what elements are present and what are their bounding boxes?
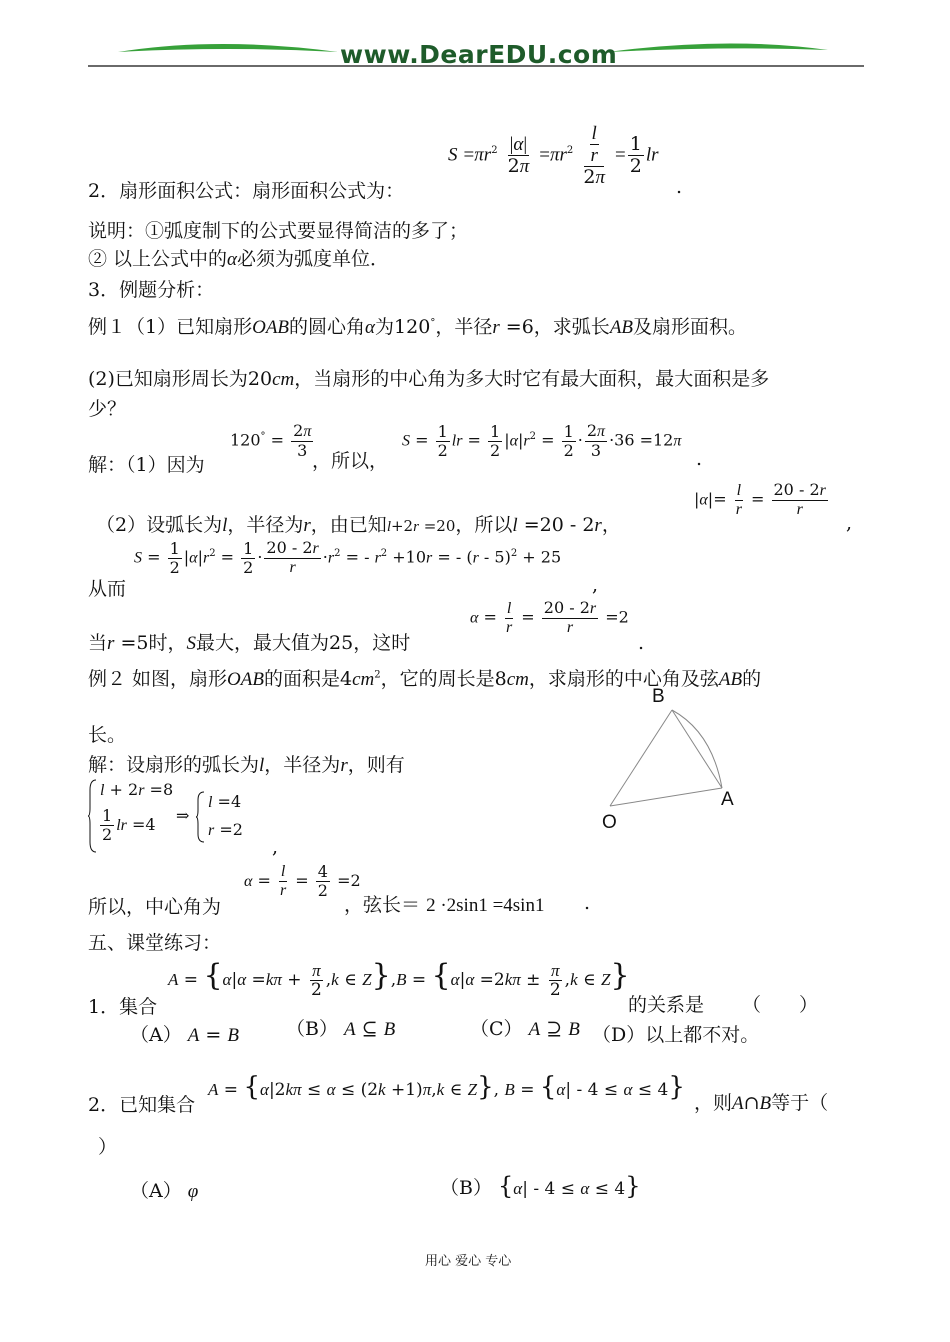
- practice-2-choice-b: （B） {α| - 4 ≤ α ≤ 4}: [440, 1172, 641, 1200]
- practice-1-blank: （ ）: [742, 994, 819, 1016]
- solution-2-line-2-label: 从而: [88, 578, 127, 600]
- practice-1-choice-a: （A） A = B: [130, 1024, 239, 1046]
- practice-1-relation: 的关系是: [628, 994, 705, 1016]
- practice-1-choice-c: （C） A ⊇ B: [470, 1018, 580, 1040]
- practice-1-choice-d: （D）以上都不对。: [592, 1024, 760, 1046]
- note-line-1: 说明：①弧度制下的公式要显得简洁的多了；: [88, 220, 469, 242]
- example-2-chord: ，弦长＝ 2 ·2sin1 =4sin1: [344, 894, 545, 916]
- example-1-part-2-cont: 少？: [88, 398, 127, 420]
- practice-2-choice-a: （A） φ: [130, 1180, 199, 1202]
- formula-area-quadratic: S = $\frac{1}{2}$ $|\alpha|r^2$ = $\frac{1}{2}$ · $\frac{20 - 2r}{r}$ $\cdot r^2$ = - $r^2 +10r$ = - (r - 5)$^2$ + 25: [134, 538, 562, 577]
- section-examples: 3．例题分析：: [88, 279, 215, 301]
- formula-sets-ab: A = {α|α =kπ + $\frac{\pi}{2}$ ,k ∈ Z},B = {α|α =2kπ ± $\frac{\pi}{2}$ ,k ∈ Z}: [168, 958, 630, 1000]
- solution-1-label: 解：（1）因为: [88, 454, 205, 476]
- site-title: www.DearEDU.com: [340, 40, 618, 69]
- example-2-line-cont: 长。: [88, 724, 127, 746]
- sector-figure: [600, 684, 740, 834]
- practice-2-label: 2．已知集合: [88, 1094, 196, 1116]
- formula-alpha-2-b: α = $\frac{l}{r}$ = $\frac{4}{2}$ =2: [244, 862, 361, 900]
- formula-alpha-2: α = $\frac{l}{r}$ = $\frac{20 - 2r}{r}$ =2: [470, 598, 629, 636]
- practice-1-label: 1．集合: [88, 996, 158, 1018]
- example-1-part-1: 例１（1）已知扇形OAB的圆心角α为120°，半径r =6，求弧长AB及扇形面积。: [88, 316, 748, 338]
- practice-2-blank: ）: [98, 1136, 118, 1158]
- solution-1-so: ，所以，: [312, 450, 389, 472]
- note-line-2: ② 以上公式中的α必须为弧度单位．: [88, 248, 390, 270]
- example-2-solution-line: 解：设扇形的弧长为l，半径为r，则有: [88, 754, 405, 776]
- figure-label-a: A: [721, 789, 734, 810]
- practice-2-question: ，则A∩B等于（: [694, 1092, 829, 1114]
- figure-label-o: O: [602, 812, 617, 833]
- formula-area-12pi: S = $\frac{1}{2}$ lr = $\frac{1}{2}$ $|\alpha|r^2$ = $\frac{1}{2}$ · $\frac{2\pi}{3}$ ·36 =12π: [402, 421, 682, 460]
- practice-1-choice-b: （B） A ⊆ B: [286, 1018, 396, 1040]
- solution-2-line-1: （2）设弧长为l，半径为r，由已知l+2r =20，所以l =20 - 2r，: [96, 514, 621, 536]
- section-practice: 五、课堂练习：: [88, 932, 222, 954]
- figure-label-b: B: [652, 686, 665, 707]
- formula-sector-area: $S =\pi r^2$ $\frac{|\alpha|}{2\pi}$ $=\pi r^2$ $\frac{\frac{l}{r}}{2\pi}$ = $\frac{1}{2}$ lr: [448, 123, 659, 188]
- formula-alpha-abs: |α|= $\frac{l}{r}$ = $\frac{20 - 2r}{r}$: [694, 480, 826, 518]
- example-2-central-angle: 所以，中心角为: [88, 896, 222, 918]
- line-sector-area: 2．扇形面积公式：扇形面积公式为：: [88, 180, 405, 202]
- example-1-part-2: (2)已知扇形周长为20cm，当扇形的中心角为多大时它有最大面积，最大面积是多: [88, 368, 770, 390]
- formula-120-rad: 120° = $\frac{2\pi}{3}$: [230, 421, 312, 460]
- footer-text: 用心 爱心 专心: [425, 1254, 512, 1269]
- solution-2-line-3: 当r =5时，S最大，最大值为25，这时: [88, 632, 411, 654]
- example-2-line: 例２ 如图，扇形OAB的面积是$4cm^2$，它的周长是8cm，求扇形的中心角及弦AB的: [88, 668, 762, 690]
- formula-sets-2: A = {α|2kπ ≤ α ≤ (2k +1)π,k ∈ Z}, B = {α| - 4 ≤ α ≤ 4}: [208, 1072, 685, 1102]
